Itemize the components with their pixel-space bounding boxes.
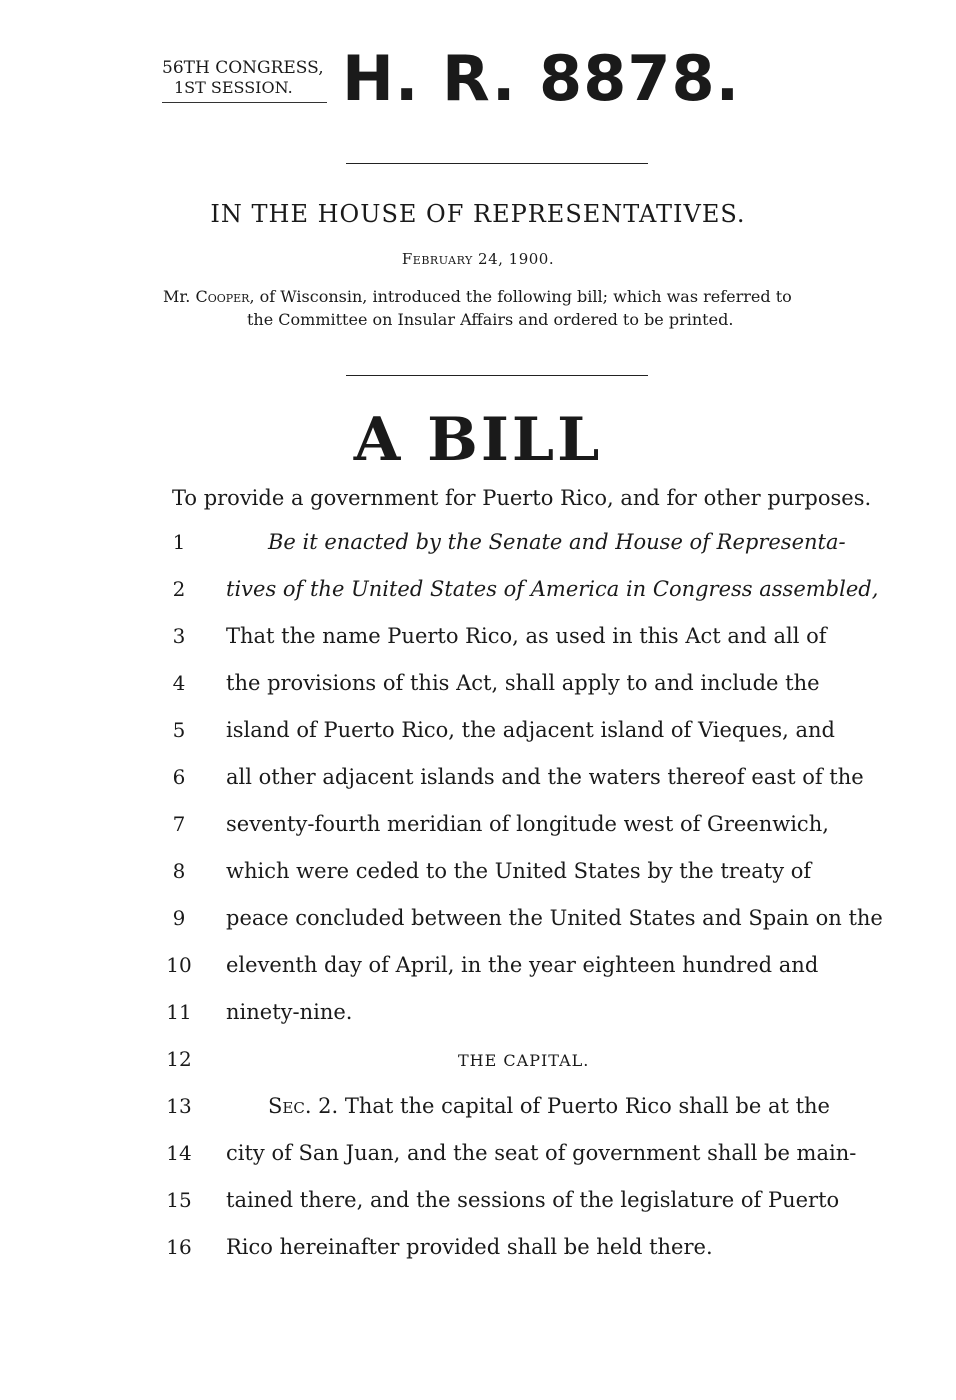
line-number: 4 [172, 671, 186, 695]
line-text: which were ceded to the United States by the treaty of [226, 859, 812, 883]
bill-line [0, 906, 956, 936]
bill-title: A BILL [353, 405, 603, 475]
line-number: 9 [172, 906, 186, 930]
congress-session-label [162, 58, 324, 98]
section-label: Sec. 2. [268, 1094, 339, 1118]
line-number: 15 [166, 1188, 192, 1212]
section-heading: THE CAPITAL. [458, 1051, 590, 1070]
bill-line [0, 577, 956, 607]
intro-sponsor: Cooper [195, 287, 250, 306]
line-number: 5 [172, 718, 186, 742]
line-text: ninety-nine. [226, 1000, 353, 1024]
bill-line [0, 1235, 956, 1265]
bill-purpose: To provide a government for Puerto Rico, and for other purposes. [172, 486, 872, 510]
line-text: city of San Juan, and the seat of government shall be main- [226, 1141, 857, 1165]
line-number: 16 [166, 1235, 192, 1259]
congress-rule [162, 102, 327, 103]
bill-line [0, 1094, 956, 1124]
house-heading: IN THE HOUSE OF REPRESENTATIVES. [210, 200, 746, 228]
bill-line [0, 765, 956, 795]
line-text: all other adjacent islands and the waters thereof east of the [226, 765, 864, 789]
line-number: 12 [166, 1047, 192, 1071]
line-number: 13 [166, 1094, 192, 1118]
line-number: 8 [172, 859, 186, 883]
intro-line-1-rest: , of Wisconsin, introduced the following bill; which was referred to [249, 287, 792, 306]
line-number: 2 [172, 577, 186, 601]
line-text-rest: That the capital of Puerto Rico shall be at the [338, 1094, 830, 1118]
bill-date: February 24, 1900. [401, 250, 555, 268]
session-line: 1ST SESSION. [174, 78, 293, 97]
line-text: the provisions of this Act, shall apply to and include the [226, 671, 820, 695]
bill-line [0, 812, 956, 842]
intro-line-2: the Committee on Insular Affairs and ordered to be printed. [247, 310, 734, 329]
line-number: 11 [166, 1000, 192, 1024]
line-text: That the name Puerto Rico, as used in this Act and all of [226, 624, 827, 648]
bill-line [0, 1000, 956, 1030]
line-number: 6 [172, 765, 186, 789]
bill-line [0, 1188, 956, 1218]
bill-line [0, 1141, 956, 1171]
line-number: 1 [172, 530, 186, 554]
bill-line [0, 671, 956, 701]
line-text: Be it enacted by the Senate and House of Representa- [268, 530, 846, 554]
line-text: tives of the United States of America in Congress assembled, [226, 577, 879, 601]
divider-middle [346, 375, 648, 376]
line-text: Rico hereinafter provided shall be held there. [226, 1235, 713, 1259]
bill-line [0, 953, 956, 983]
congress-line: 56TH CONGRESS, [162, 58, 324, 78]
divider-top [346, 163, 648, 164]
intro-line-1 [163, 287, 792, 306]
bill-line [0, 859, 956, 889]
line-number: 7 [172, 812, 186, 836]
line-text: seventy-fourth meridian of longitude west of Greenwich, [226, 812, 829, 836]
line-text [268, 1094, 830, 1118]
line-text: peace concluded between the United States and Spain on the [226, 906, 883, 930]
bill-line [0, 1047, 956, 1077]
bill-line [0, 624, 956, 654]
bill-line [0, 718, 956, 748]
line-number: 14 [166, 1141, 192, 1165]
line-text: eleventh day of April, in the year eighteen hundred and [226, 953, 819, 977]
line-number: 3 [172, 624, 186, 648]
bill-number: H. R. 8878. [342, 42, 741, 115]
introduction-text [163, 285, 833, 331]
line-text: island of Puerto Rico, the adjacent island of Vieques, and [226, 718, 835, 742]
bill-line [0, 530, 956, 560]
line-number: 10 [166, 953, 192, 977]
intro-title: Mr. [163, 287, 191, 306]
line-text: tained there, and the sessions of the legislature of Puerto [226, 1188, 840, 1212]
